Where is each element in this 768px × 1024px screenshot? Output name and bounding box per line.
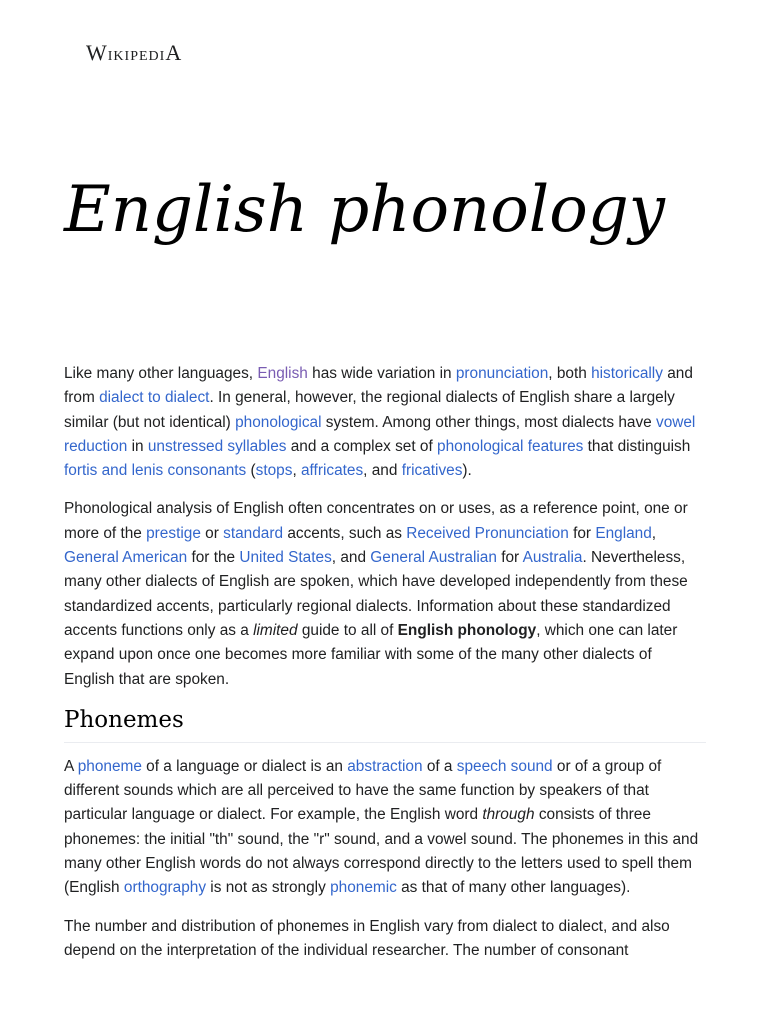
section-heading-phonemes: Phonemes bbox=[64, 706, 706, 743]
link-standard[interactable]: standard bbox=[223, 524, 284, 542]
intro-paragraph-1: Like many other languages, English has wide variation in pronunciation, both historically and from dialect to dialect. In general, however, the regional dialects of English share a largely similar (but not identical) phonological system. Among other things, most dialects have vowel reduction in unstressed syllables and a complex set of phonological features that distinguish fortis and lenis consonants (stops, affricates, and fricatives). bbox=[64, 365, 696, 480]
link-stops[interactable]: stops bbox=[255, 462, 293, 480]
logo-letter: W bbox=[86, 40, 108, 65]
link-phonemic[interactable]: phonemic bbox=[330, 879, 397, 897]
bold-english-phonology: English phonology bbox=[397, 621, 537, 639]
link-unstressed-syllables[interactable]: unstressed syllables bbox=[147, 437, 287, 455]
phonemes-paragraph-1: A phoneme of a language or dialect is an abstraction of a speech sound or of a group of different sounds which are all perceived to have the same function by speakers of that particular language or dialect. For example, the English word through consists of three phonemes: the initial "th" sound, the "r" sound, and a vowel sound. The phonemes in this and many other English words do not always correspond directly to the letters used to spell them (English orthography is not as strongly phonemic as that of many other languages). bbox=[64, 757, 699, 897]
link-historically[interactable]: historically bbox=[591, 365, 663, 382]
link-general-american[interactable]: General American bbox=[64, 549, 188, 567]
link-fortis-lenis[interactable]: fortis and lenis consonants bbox=[64, 462, 247, 480]
link-dialect-to-dialect[interactable]: dialect to dialect bbox=[99, 389, 210, 407]
article-body bbox=[64, 362, 706, 977]
link-orthography[interactable]: orthography bbox=[123, 879, 207, 897]
phonemes-paragraph-2: The number and distribution of phonemes in English vary from dialect to dialect, and also depend on the interpretation of the individual researcher. The number of consonant bbox=[64, 917, 670, 959]
logo-letters: ikipedi bbox=[107, 43, 166, 65]
emphasis-through: through bbox=[482, 806, 535, 824]
link-fricatives[interactable]: fricatives bbox=[401, 462, 463, 480]
link-england[interactable]: England bbox=[595, 524, 652, 542]
link-phonological-features[interactable]: phonological features bbox=[437, 437, 584, 455]
page-title: English phonology bbox=[64, 173, 665, 247]
wikipedia-logo[interactable] bbox=[86, 40, 182, 66]
link-received-pronunciation[interactable]: Received Pronunciation bbox=[406, 524, 569, 542]
logo-letter-end: A bbox=[165, 40, 183, 65]
link-prestige[interactable]: prestige bbox=[146, 524, 201, 542]
intro-paragraph-2: Phonological analysis of English often concentrates on or uses, as a reference point, one or more of the prestige or standard accents, such as Received Pronunciation for England, General American for the United States, and General Australian for Australia. Nevertheless, many other dialects of English are spoken, which have developed independently from these standardized accents, particularly regional dialects. Information about these standardized accents functions only as a limited guide to all of English phonology, which one can later expand upon once one becomes more familiar with some of the many other dialects of English that are spoken. bbox=[64, 500, 688, 688]
link-australia[interactable]: Australia bbox=[522, 549, 583, 567]
link-phonological[interactable]: phonological bbox=[235, 413, 322, 431]
link-vowel-reduction[interactable]: vowel reduction bbox=[64, 413, 696, 455]
link-pronunciation[interactable]: pronunciation bbox=[455, 365, 549, 382]
link-general-australian[interactable]: General Australian bbox=[370, 549, 497, 567]
link-phoneme[interactable]: phoneme bbox=[77, 757, 142, 775]
link-united-states[interactable]: United States bbox=[239, 549, 332, 567]
link-speech-sound[interactable]: speech sound bbox=[456, 757, 553, 775]
emphasis-limited: limited bbox=[253, 621, 298, 639]
link-affricates[interactable]: affricates bbox=[301, 462, 364, 480]
link-abstraction[interactable]: abstraction bbox=[347, 757, 423, 775]
link-english[interactable]: English bbox=[257, 365, 308, 382]
